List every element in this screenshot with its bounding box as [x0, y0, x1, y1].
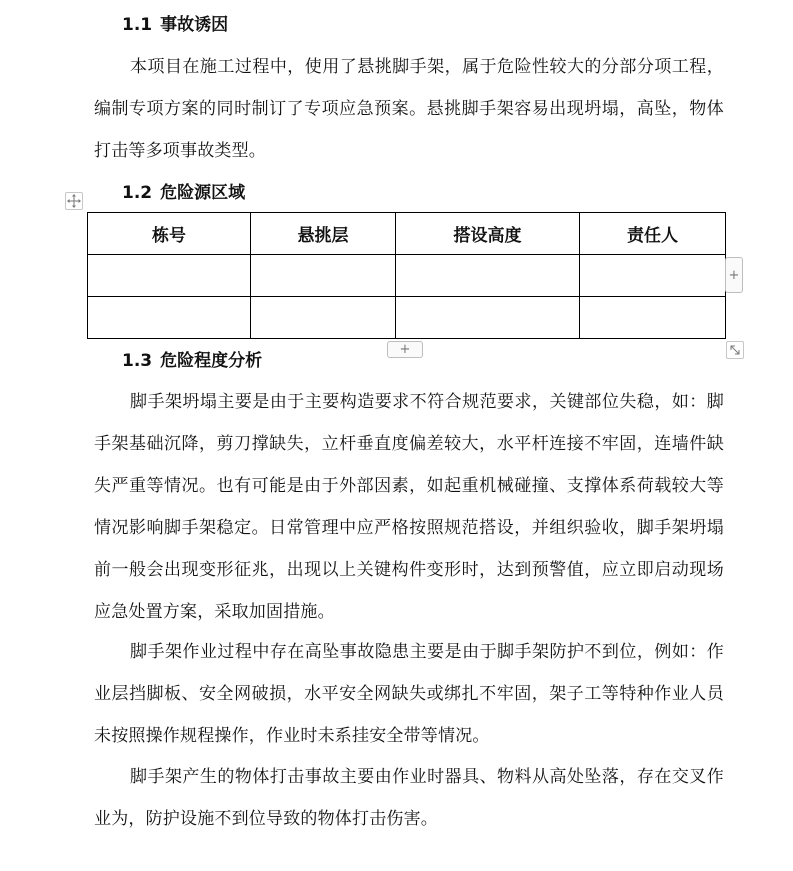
add-column-button[interactable]: +: [725, 257, 743, 293]
table-cell[interactable]: [88, 255, 251, 297]
section-number: 1.3: [122, 351, 153, 371]
table-header-cell[interactable]: 悬挑层: [251, 213, 396, 255]
section-title: 事故诱因: [160, 15, 229, 35]
paragraph-accident-causes: 本项目在施工过程中，使用了悬挑脚手架，属于危险性较大的分部分项工程，编制专项方案的同时制订了专项应急预案。悬挑脚手架容易出现坍塌，高坠，物体打击等多项事故类型。: [94, 57, 724, 161]
section-number: 1.1: [122, 15, 153, 35]
resize-diagonal-icon[interactable]: [726, 341, 744, 359]
paragraph-fall-analysis: 脚手架作业过程中存在高坠事故隐患主要是由于脚手架防护不到位，例如：作业层挡脚板、安全网破损，水平安全网缺失或绑扎不牢固，架子工等特种作业人员未按照操作规程操作，作业时未系挂安全带等情况。: [94, 642, 724, 746]
table-cell[interactable]: [251, 297, 396, 339]
add-row-button[interactable]: +: [387, 341, 423, 358]
section-title: 危险源区域: [160, 183, 246, 203]
table-row: [88, 297, 726, 339]
table-header-row: [88, 213, 726, 255]
table-cell[interactable]: [88, 297, 251, 339]
paragraph-object-strike-analysis: 脚手架产生的物体打击事故主要由作业时器具、物料从高处坠落，存在交叉作业为，防护设施不到位导致的物体打击伤害。: [94, 767, 724, 829]
table-header-cell[interactable]: 栋号: [88, 213, 251, 255]
paragraph-collapse-analysis: 脚手架坍塌主要是由于主要构造要求不符合规范要求，关键部位失稳，如：脚手架基础沉降，剪刀撑缺失，立杆垂直度偏差较大，水平杆连接不牢固，连墙件缺失严重等情况。也有可能是由于外部因素，如起重机械碰撞、支撑体系荷载较大等情况影响脚手架稳定。日常管理中应严格按照规范搭设，并组织验收，脚手架坍塌前一般会出现变形征兆，出现以上关键构件变形时，达到预警值，应立即启动现场应急处置方案，采取加固措施。: [94, 392, 724, 622]
table-header-cell[interactable]: 搭设高度: [396, 213, 580, 255]
table-cell[interactable]: [396, 297, 580, 339]
table-cell[interactable]: [580, 297, 726, 339]
hazard-area-table[interactable]: [87, 212, 726, 339]
section-heading-1-3: [122, 351, 262, 371]
table-cell[interactable]: [251, 255, 396, 297]
section-title: 危险程度分析: [160, 351, 263, 371]
section-heading-1-2: [122, 183, 245, 203]
table-row: [88, 255, 726, 297]
section-number: 1.2: [122, 183, 153, 203]
table-header-cell[interactable]: 责任人: [580, 213, 726, 255]
table-cell[interactable]: [580, 255, 726, 297]
section-heading-1-1: [122, 15, 228, 35]
table-cell[interactable]: [396, 255, 580, 297]
move-arrows-icon[interactable]: [65, 192, 83, 210]
